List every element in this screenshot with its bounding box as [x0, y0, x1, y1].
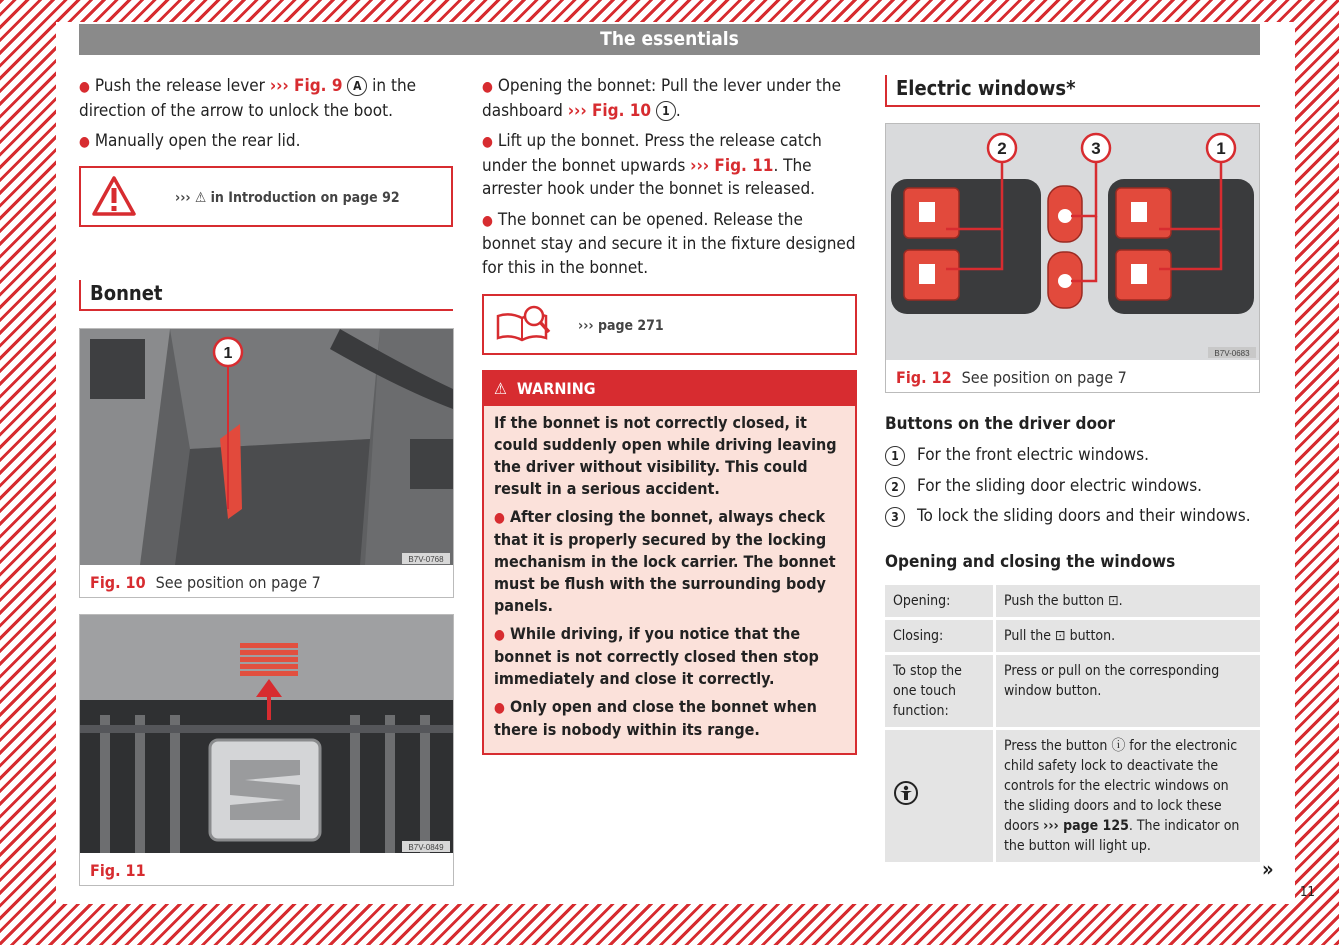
- intro-note-link[interactable]: ››› ⚠ in Introduction on page 92: [175, 189, 400, 206]
- child-lock-icon: [893, 780, 919, 806]
- bullet-open-bonnet: ● Opening the bonnet: Pull the lever under the dashboard ››› Fig. 10 1 .: [482, 76, 842, 121]
- list-item: 2 For the sliding door electric windows.: [885, 475, 1260, 499]
- fig10-caption: Fig. 10 See position on page 7: [90, 573, 321, 592]
- warning-body: If the bonnet is not correctly closed, it could suddenly open while driving leaving the driver without visibility. This could result in a serious accident. ● After closing the bonnet, always check that it is properly secured by the locking mechanism in the lock carrier. The bonnet must be flush with the surrounding body panels. ● While driving, if you notice that the bonnet is not correctly closed then stop immediately and close it correctly. ● Only open and close the bonnet when there is nobody within its range.: [484, 406, 855, 753]
- column-2: [482, 75, 857, 755]
- table-row: Press the button ⓘ for the electronic child safety lock to deactivate the controls for the electric windows on the sliding doors and to lock these doors ››› page 125. The indicator on the button will light up.: [885, 730, 1260, 862]
- table-row: To stop the one touch function: Press or pull on the corresponding window button.: [885, 655, 1260, 727]
- warning-bullet-2: ● While driving, if you notice that the bonnet is not correctly closed then stop immediately and close it correctly.: [494, 623, 819, 688]
- bullet-open-rear-lid: ● Manually open the rear lid.: [79, 131, 301, 151]
- warning-bullet-1: ● After closing the bonnet, always check that it is properly secured by the locking mechanism in the lock carrier. The bonnet must be flush with the surrounding body panels.: [494, 506, 836, 615]
- column-1: [79, 75, 453, 886]
- driver-door-list: [885, 444, 1260, 529]
- child-lock-small-icon: ⓘ: [1111, 738, 1126, 754]
- bonnet-heading: Bonnet: [79, 280, 453, 312]
- fig11-caption: Fig. 11: [90, 861, 146, 880]
- fig11-code: B7V-0849: [408, 843, 444, 852]
- electric-windows-heading: Electric windows*: [885, 75, 1260, 107]
- table-row: Closing: Pull the ⊡ button.: [885, 620, 1260, 652]
- table-row: Opening: Push the button ⊡.: [885, 585, 1260, 617]
- warning-icon: ⚠: [494, 379, 507, 398]
- fig12-callout-2: 2: [997, 138, 1007, 158]
- fig12-code: B7V-0683: [1214, 348, 1250, 358]
- windows-table: [885, 582, 1260, 865]
- fig11-image: [80, 615, 453, 853]
- warning-box: [482, 370, 857, 755]
- fig10-link[interactable]: ››› Fig. 10: [567, 100, 652, 121]
- callout-1: 1: [656, 101, 676, 121]
- page-125-link[interactable]: ››› page 125: [1043, 818, 1129, 834]
- bullet-bonnet-opened: ● The bonnet can be opened. Release the bonnet stay and secure it in the fixture designed for this in the bonnet.: [482, 209, 856, 278]
- list-item: 1 For the front electric windows.: [885, 444, 1260, 468]
- page-number: 11: [1300, 885, 1315, 900]
- warning-header: ⚠ WARNING: [484, 372, 855, 406]
- fig10-callout: 1: [223, 345, 233, 362]
- fig11-link[interactable]: ››› Fig. 11: [690, 155, 774, 176]
- fig12-caption: Fig. 12 See position on page 7: [896, 367, 1127, 387]
- list-item: 3 To lock the sliding doors and their windows.: [885, 505, 1260, 529]
- page-271-link[interactable]: ››› page 271: [578, 318, 664, 334]
- fig12-box: [885, 123, 1260, 393]
- window-button-icon: ⊡: [1108, 593, 1119, 609]
- bullet-release-lever: ● Push the release lever ››› Fig. 9 A in the direction of the arrow to unlock the boot.: [79, 76, 417, 121]
- driver-door-heading: Buttons on the driver door: [885, 413, 1116, 434]
- intro-note-box: [79, 166, 453, 227]
- fig12-image: [886, 124, 1259, 360]
- warning-bullet-3: ● Only open and close the bonnet when there is nobody within its range.: [494, 696, 817, 739]
- book-magnifier-icon: [494, 304, 554, 344]
- callout-a: A: [347, 76, 367, 96]
- bullet-lift-bonnet: ● Lift up the bonnet. Press the release catch under the bonnet upwards ››› Fig. 11. The arrester hook under the bonnet is released.: [482, 131, 822, 199]
- fig10-image: [80, 329, 453, 565]
- fig12-callout-3: 3: [1091, 138, 1101, 158]
- page-note-box: [482, 294, 857, 355]
- fig10-box: [79, 328, 454, 598]
- window-button-icon: ⊡: [1055, 628, 1066, 644]
- fig9-link[interactable]: ››› Fig. 9: [269, 76, 343, 96]
- continue-arrow: »: [1262, 857, 1274, 881]
- windows-table-heading: Opening and closing the windows: [885, 551, 1176, 572]
- fig12-callout-1: 1: [1216, 138, 1226, 158]
- warning-triangle-icon: [91, 175, 137, 217]
- fig11-box: [79, 614, 454, 886]
- column-3: [885, 75, 1260, 865]
- header-title: The essentials: [79, 24, 1260, 55]
- fig10-code: B7V-0768: [408, 555, 444, 564]
